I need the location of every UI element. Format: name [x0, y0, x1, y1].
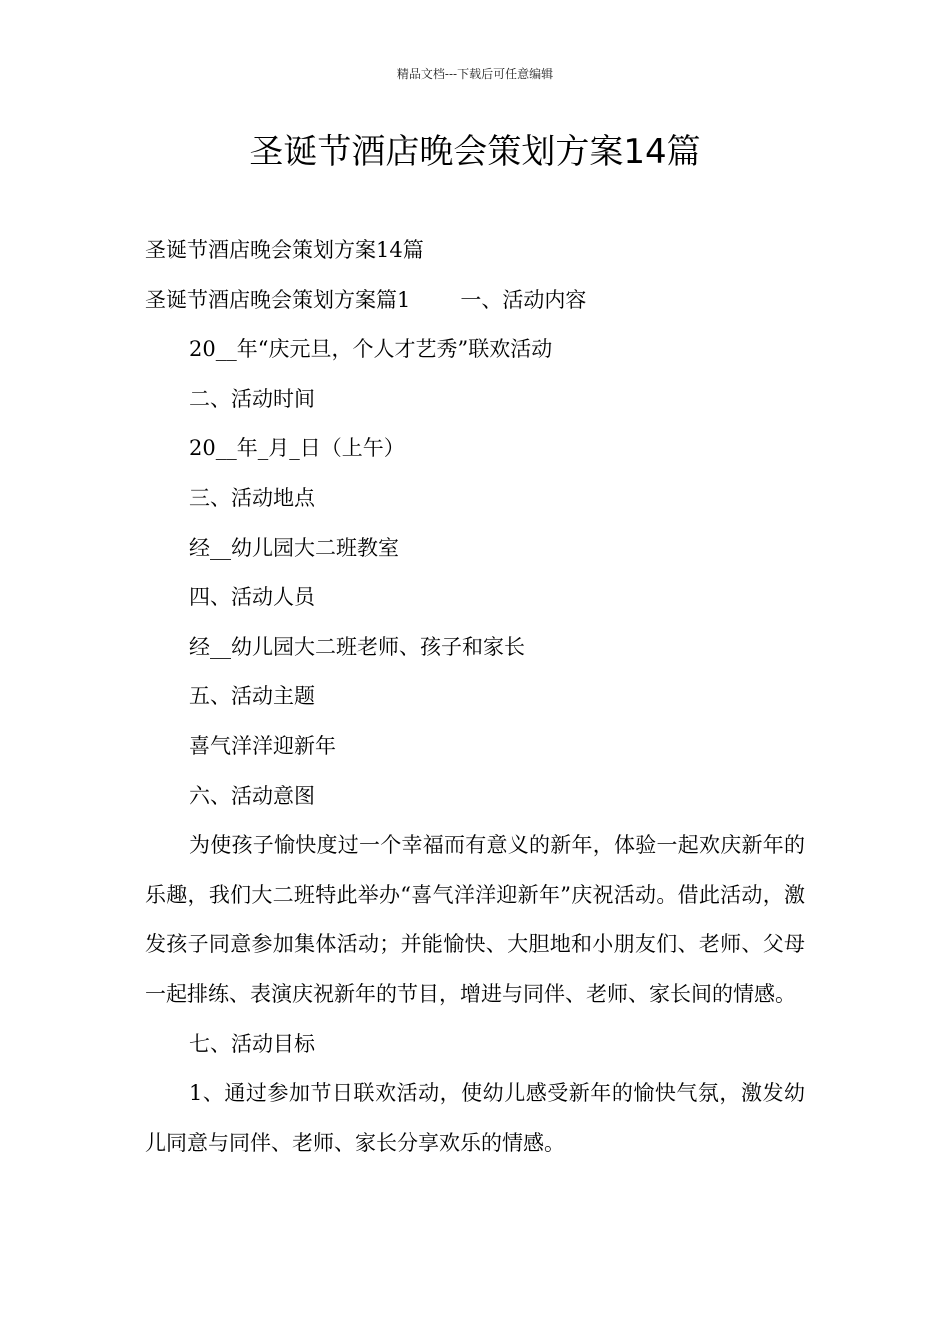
plan-number-label: 圣诞节酒店晚会策划方案篇1 [145, 287, 411, 312]
activity-location-text: 经__幼儿园大二班教室 [189, 535, 399, 560]
heading-activity-purpose: 六、活动意图 [189, 783, 315, 808]
section-heading-line [145, 276, 805, 326]
heading-activity-location: 三、活动地点 [189, 485, 315, 510]
activity-goal-paragraph: 1、通过参加节日联欢活动，使幼儿感受新年的愉快气氛，激发幼儿同意与同伴、老师、家长分享欢乐的情感。 [145, 1081, 805, 1155]
heading-activity-goals: 七、活动目标 [189, 1031, 315, 1056]
activity-theme-text: 喜气洋洋迎新年 [189, 733, 336, 758]
heading-activity-people: 四、活动人员 [189, 585, 315, 610]
heading-activity-theme: 五、活动主题 [189, 684, 315, 709]
heading-activity-content: 一、活动内容 [460, 287, 587, 312]
document-title: 圣诞节酒店晚会策划方案14篇 [249, 132, 701, 172]
activity-time-text: 20__年_月_日（上午） [189, 436, 405, 461]
activity-purpose-paragraph: 为使孩子愉快度过一个幸福而有意义的新年，体验一起欢庆新年的乐趣，我们大二班特此举办“喜气洋洋迎新年”庆祝活动。借此活动，激发孩子同意参加集体活动；并能愉快、大胆地和小朋友们、老师、父母一起排练、表演庆祝新年的节目，增进与同伴、老师、家长间的情感。 [145, 833, 805, 1006]
subtitle-line: 圣诞节酒店晚会策划方案14篇 [145, 238, 424, 262]
header-note: 精品文档---下载后可任意编辑 [396, 67, 554, 81]
activity-content-text: 20__年“庆元旦，个人才艺秀”联欢活动 [189, 337, 553, 362]
heading-activity-time: 二、活动时间 [189, 386, 315, 411]
activity-people-text: 经__幼儿园大二班老师、孩子和家长 [189, 634, 525, 659]
document-body [145, 226, 805, 1168]
